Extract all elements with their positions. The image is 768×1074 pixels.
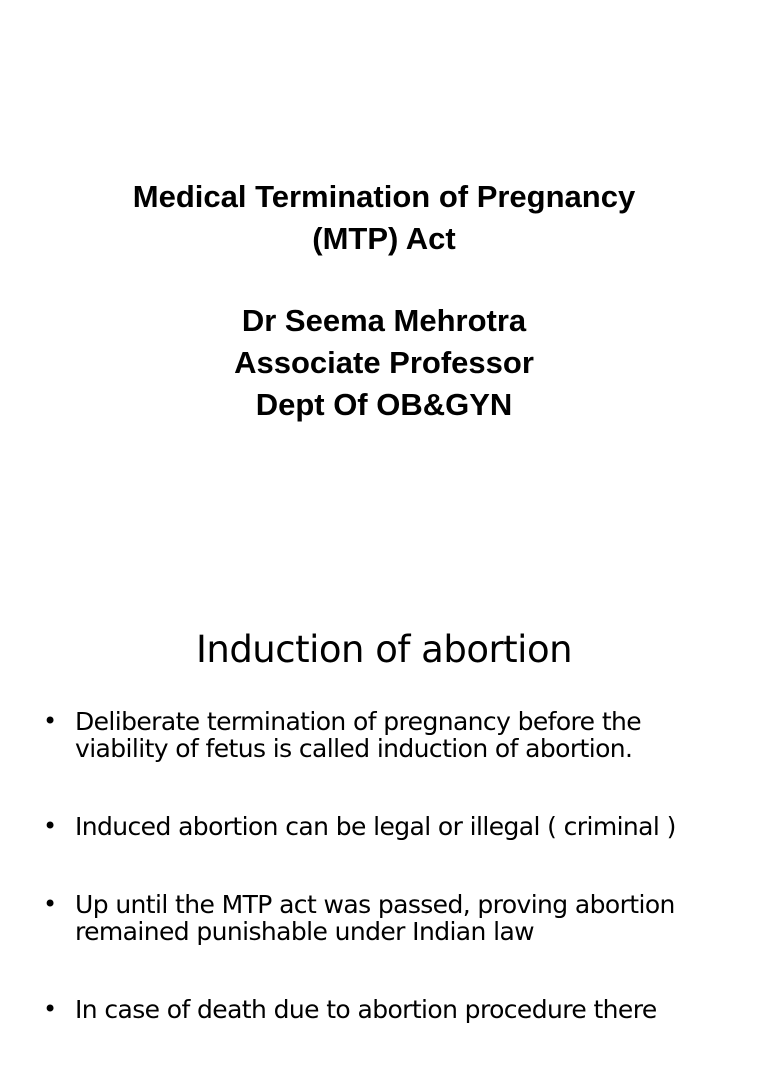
bullet-item bbox=[40, 996, 740, 1023]
author-position: Associate Professor bbox=[234, 345, 534, 380]
slide-title bbox=[0, 176, 768, 260]
bullet-item bbox=[40, 891, 740, 945]
bullet-item bbox=[40, 708, 740, 762]
bullet-text: Deliberate termination of pregnancy before the viability of fetus is called induction of abortion. bbox=[75, 707, 642, 763]
author-department: Dept Of OB&GYN bbox=[255, 387, 513, 422]
bullet-list bbox=[40, 708, 740, 1074]
bullet-icon: • bbox=[43, 707, 57, 735]
bullet-icon: • bbox=[43, 995, 57, 1023]
bullet-icon: • bbox=[43, 890, 57, 918]
slide-title-line: (MTP) Act bbox=[312, 221, 456, 256]
slide-title-line: Medical Termination of Pregnancy bbox=[132, 179, 636, 214]
bullet-item bbox=[40, 813, 740, 840]
bullet-text: In case of death due to abortion procedure there bbox=[75, 995, 657, 1024]
author-info bbox=[0, 300, 768, 426]
bullet-text: Induced abortion can be legal or illegal ( criminal ) bbox=[75, 812, 676, 841]
author-name: Dr Seema Mehrotra bbox=[241, 303, 527, 338]
bullet-icon: • bbox=[43, 812, 57, 840]
bullet-text: Up until the MTP act was passed, proving abortion remained punishable under Indian law bbox=[75, 890, 675, 946]
slide-heading: Induction of abortion bbox=[195, 628, 573, 671]
